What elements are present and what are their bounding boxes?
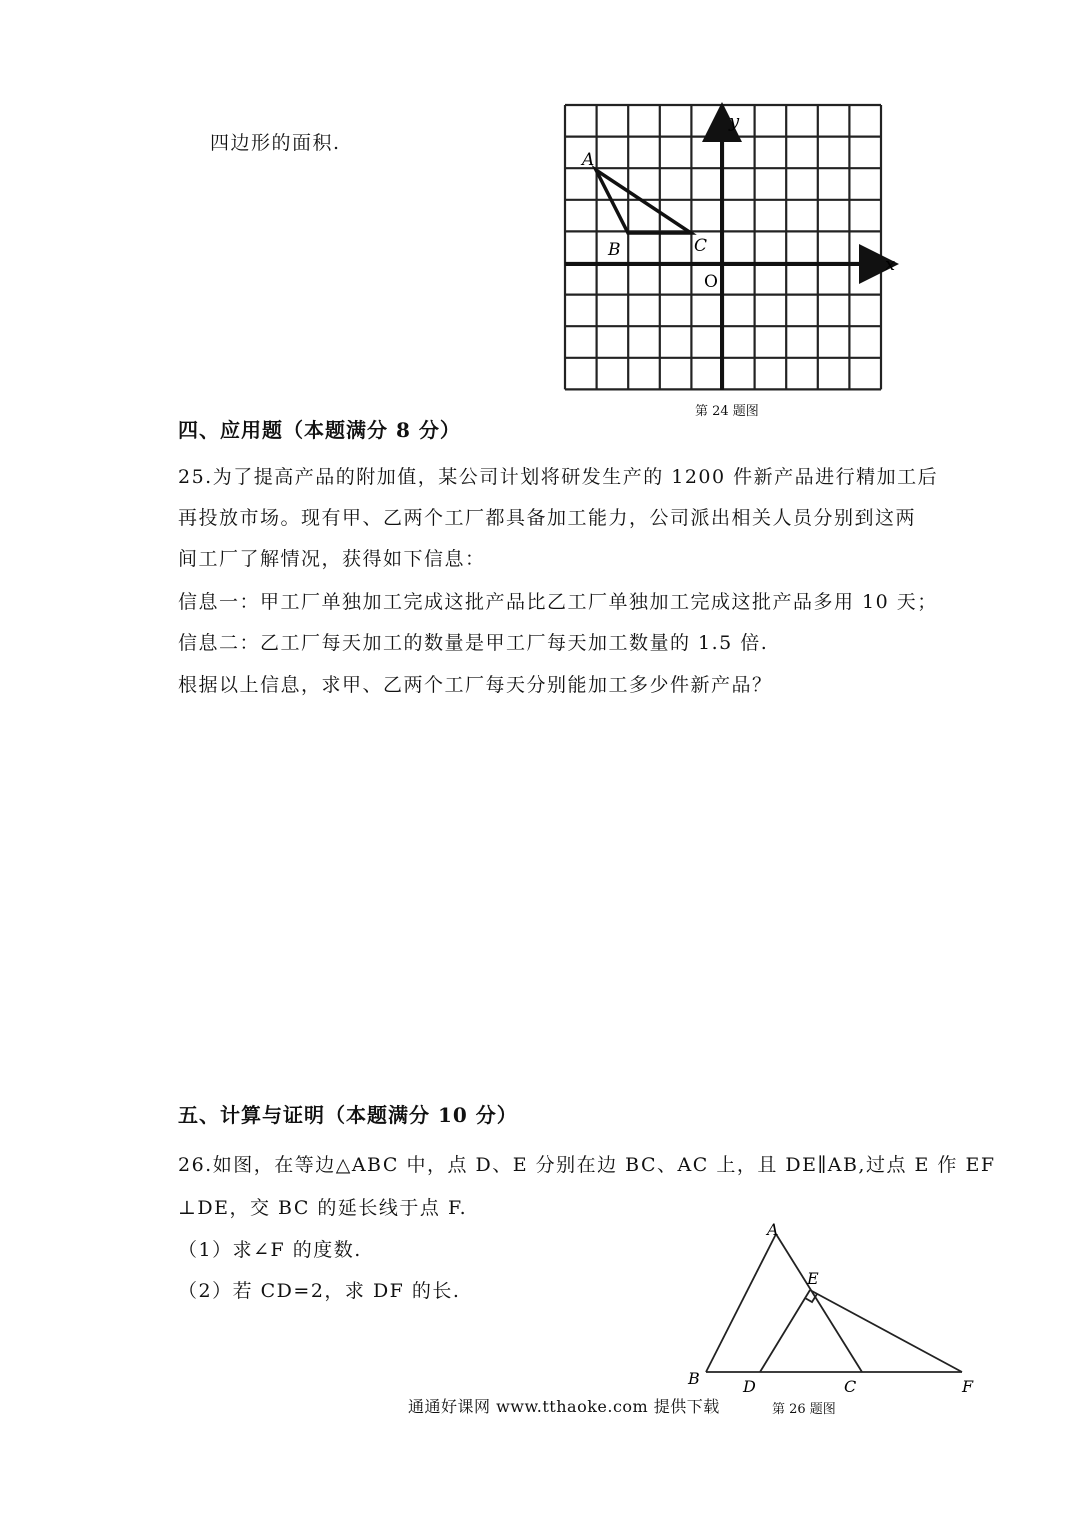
label-c: C xyxy=(844,1377,857,1395)
q26-line-2: ⊥DE，交 BC 的延长线于点 F. xyxy=(178,1197,468,1219)
label-point-a: A xyxy=(582,150,595,170)
q25-line-5: 信息二：乙工厂每天加工的数量是甲工厂每天加工数量的 1.5 倍. xyxy=(178,632,769,654)
label-a: A xyxy=(767,1220,779,1239)
q25-line-6: 根据以上信息，求甲、乙两个工厂每天分别能加工多少件新产品？ xyxy=(178,674,773,696)
label-e: E xyxy=(807,1269,819,1288)
footer-source: 通通好课网 www.tthaoke.com 提供下载 xyxy=(408,1397,720,1416)
triangle-abc xyxy=(596,170,691,233)
segment-ac xyxy=(776,1234,862,1372)
label-point-c: C xyxy=(694,236,708,256)
q26-line-1: 26.如图，在等边△ABC 中，点 D、E 分别在边 BC、AC 上，且 DE∥AB,过点 E 作 EF xyxy=(178,1154,996,1176)
section-4-heading: 四、应用题（本题满分 8 分） xyxy=(178,418,461,442)
label-d: D xyxy=(743,1377,756,1395)
q25-line-3: 间工厂了解情况，获得如下信息： xyxy=(178,548,486,570)
q25-line-4: 信息一：甲工厂单独加工完成这批产品比乙工厂单独加工完成这批产品多用 10 天； xyxy=(178,591,938,613)
figure-26-triangle xyxy=(680,1220,980,1395)
label-x-axis: x xyxy=(885,254,896,275)
figure-24-grid xyxy=(555,100,905,400)
label-origin: O xyxy=(704,272,718,292)
q26-part-1: （1）求∠F 的度数. xyxy=(178,1239,362,1261)
label-point-b: B xyxy=(608,240,621,260)
q25-line-2: 再投放市场。现有甲、乙两个工厂都具备加工能力，公司派出相关人员分别到这两 xyxy=(178,507,917,529)
label-y-axis: y xyxy=(729,111,740,132)
segment-de xyxy=(760,1290,810,1372)
segment-ab xyxy=(706,1234,776,1372)
q26-part-2: （2）若 CD=2，求 DF 的长. xyxy=(178,1280,461,1302)
q25-line-1: 25.为了提高产品的附加值，某公司计划将研发生产的 1200 件新产品进行精加工后 xyxy=(178,466,939,488)
figure-26-caption: 第 26 题图 xyxy=(772,1402,836,1417)
label-f: F xyxy=(962,1377,974,1395)
figure-24-caption: 第 24 题图 xyxy=(695,404,759,419)
label-b: B xyxy=(688,1369,700,1388)
section-5-heading: 五、计算与证明（本题满分 10 分） xyxy=(178,1103,518,1127)
segment-ef xyxy=(810,1290,962,1372)
q24-tail-text: 四边形的面积. xyxy=(210,132,341,154)
